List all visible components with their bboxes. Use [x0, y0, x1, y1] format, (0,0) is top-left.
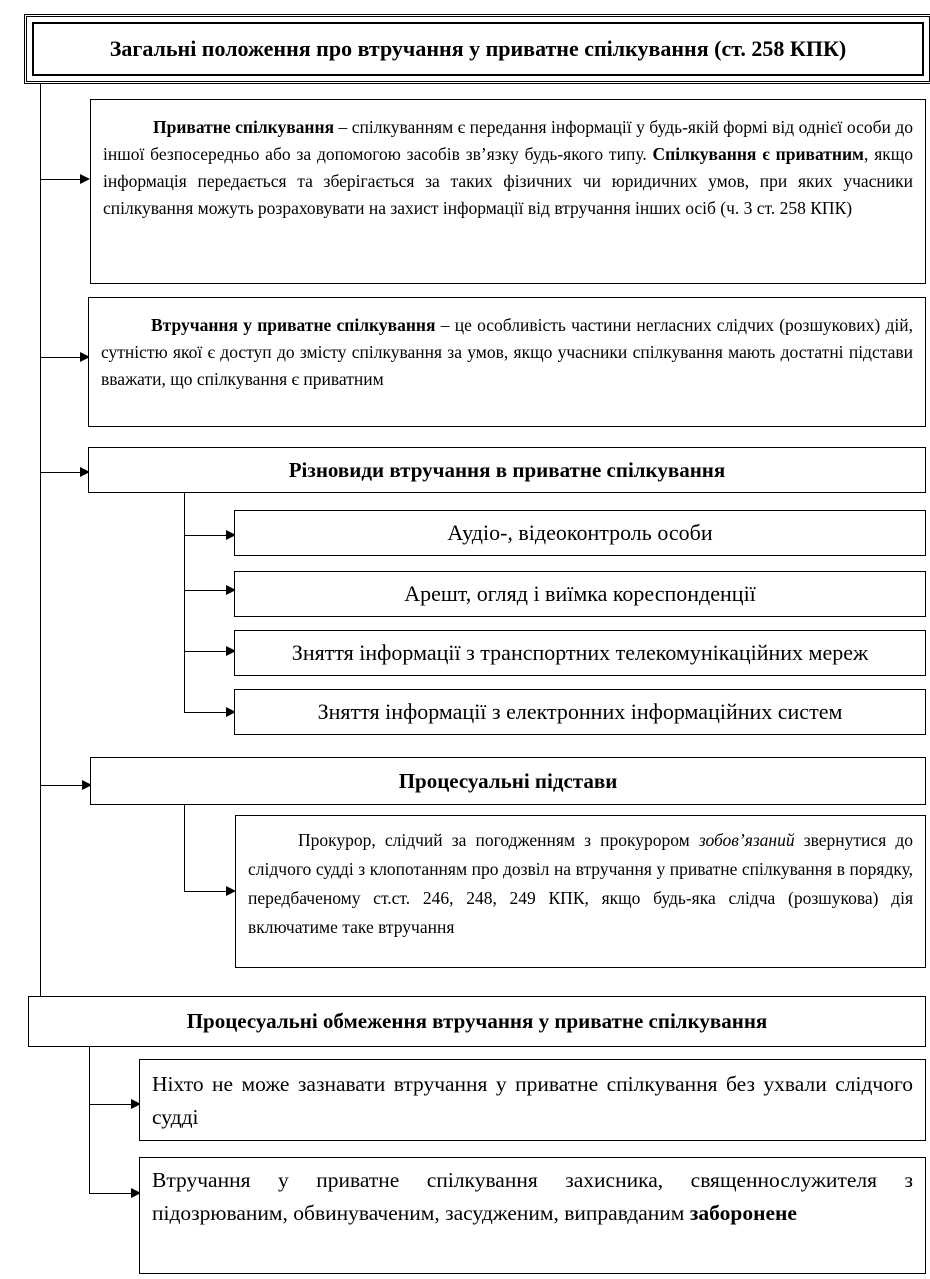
restriction-text-1: Ніхто не може зазнавати втручання у приватне спілкування без ухвали слідчого судді — [152, 1072, 913, 1129]
connector-definition-private — [40, 179, 80, 180]
arrow-right-icon — [80, 174, 90, 184]
term-interference: Втручання у приватне спілкування — [151, 315, 436, 335]
grounds-text-end: звернутися до слідчого судді з клопотанням про дозвіл на втручання у приватне спілкування в порядку, передбаченому ст.ст. 246, 248, 249 КПК, якщо будь-яка слідча (розшукова) дія включатиме таке втручання — [248, 830, 913, 937]
connector-type-3 — [184, 651, 226, 652]
definition-private-box — [90, 99, 926, 284]
grounds-text-obliged: зобов’язаний — [698, 830, 795, 850]
grounds-text-box — [235, 815, 926, 968]
connector-types — [40, 472, 80, 473]
term-private-communication: Приватне спілкування — [153, 117, 335, 137]
main-connector-line — [40, 84, 41, 996]
connector-type-2 — [184, 590, 226, 591]
restriction-text-forbidden: заборонене — [689, 1201, 797, 1225]
type-item: Зняття інформації з транспортних телекомунікаційних мереж — [234, 630, 926, 676]
restrictions-connector-line — [89, 1047, 90, 1194]
type-item: Зняття інформації з електронних інформаційних систем — [234, 689, 926, 735]
restriction-text-2: Втручання у приватне спілкування захисника, священнослужителя з підозрюваним, обвинуваченим, засудженим, виправданим — [152, 1168, 913, 1225]
definition-interference-box — [88, 297, 926, 427]
definition-interference-text: – це особливість частини негласних слідчих (розшукових) дій, сутністю якої є доступ до змісту спілкування за умов, якщо учасники спілкування мають достатні підстави вважати, що спілкування є приватним — [101, 315, 913, 389]
restrictions-header: Процесуальні обмеження втручання у приватне спілкування — [28, 996, 926, 1047]
connector-restriction-2 — [89, 1193, 131, 1194]
connector-grounds — [40, 785, 82, 786]
definition-private-text: – спілкуванням є передання інформації у будь-якій формі від однієї особи до іншої безпосередньо або за допомогою засобів зв’язку будь-якого типу. — [103, 117, 914, 164]
grounds-header: Процесуальні підстави — [90, 757, 926, 805]
grounds-text-start: Прокурор, слідчий за погодженням з прокурором — [298, 830, 699, 850]
diagram-title: Загальні положення про втручання у приватне спілкування (ст. 258 КПК) — [32, 22, 924, 76]
types-connector-line — [184, 493, 185, 712]
connector-definition-interference — [40, 357, 80, 358]
connector-grounds-text — [184, 891, 226, 892]
connector-type-1 — [184, 535, 226, 536]
diagram-title-box — [24, 14, 930, 84]
grounds-connector-line — [184, 805, 185, 892]
types-header: Різновиди втручання в приватне спілкування — [88, 447, 926, 493]
term-communication-is-private: Спілкування є приватним — [652, 144, 864, 164]
connector-restriction-1 — [89, 1104, 131, 1105]
connector-type-4 — [184, 712, 226, 713]
definition-private-text-2: , якщо інформація передається та зберігається за таких фізичних чи юридичних умов, при яких учасники спілкування можуть розраховувати на захист інформації від втручання інших осіб (ч. 3 ст. 258 КПК) — [103, 144, 913, 218]
restriction-item-2 — [139, 1157, 926, 1274]
type-item: Аудіо-, відеоконтроль особи — [234, 510, 926, 556]
type-item: Арешт, огляд і виїмка кореспонденції — [234, 571, 926, 617]
restriction-item-1 — [139, 1059, 926, 1141]
